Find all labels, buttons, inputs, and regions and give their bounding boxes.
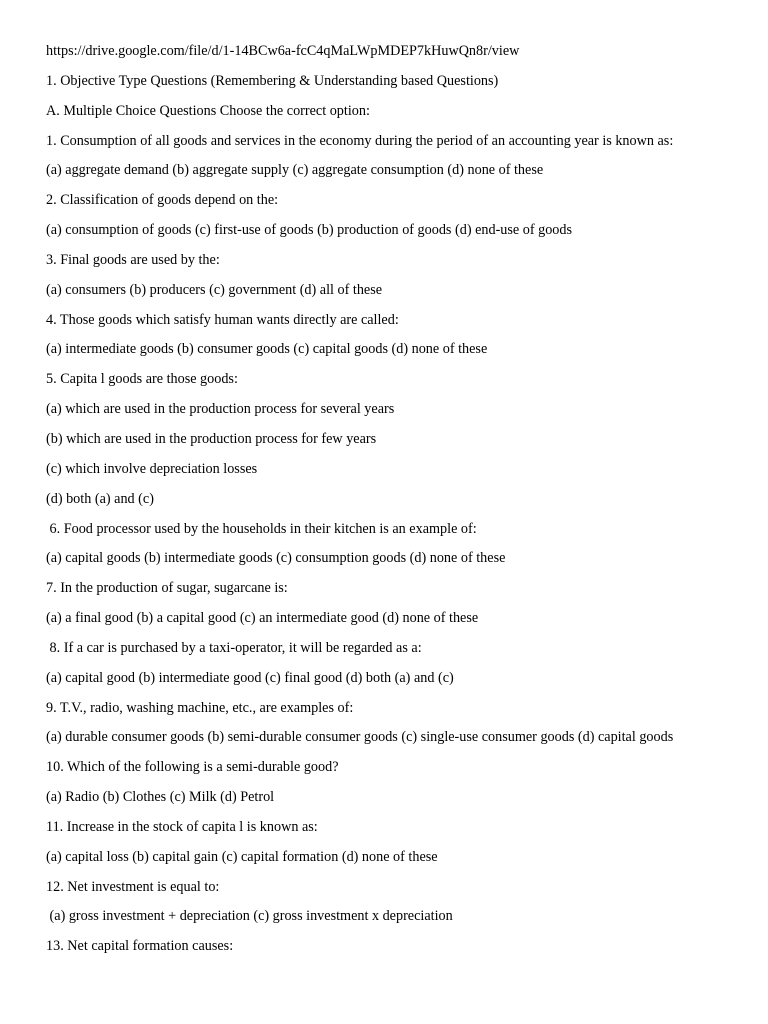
- question-10: 10. Which of the following is a semi-durable good?: [46, 759, 339, 776]
- options-7: (a) a final good (b) a capital good (c) an intermediate good (d) none of these: [46, 610, 479, 627]
- section-heading: 1. Objective Type Questions (Remembering & Understanding based Questions): [46, 72, 499, 89]
- options-9: (a) durable consumer goods (b) semi-durable consumer goods (c) single-use consumer goods (d) capital goods: [46, 729, 674, 746]
- question-12: 12. Net investment is equal to:: [46, 878, 220, 895]
- option-5b: (b) which are used in the production process for few years: [46, 430, 377, 447]
- question-3: 3. Final goods are used by the:: [46, 251, 220, 268]
- question-11: 11. Increase in the stock of capita l is known as:: [46, 818, 318, 835]
- question-7: 7. In the production of sugar, sugarcane is:: [46, 580, 288, 597]
- subsection-heading: A. Multiple Choice Questions Choose the correct option:: [46, 102, 370, 119]
- question-1: 1. Consumption of all goods and services in the economy during the period of an accounting year is known as:: [46, 132, 674, 149]
- question-2: 2. Classification of goods depend on the:: [46, 192, 279, 209]
- options-3: (a) consumers (b) producers (c) government (d) all of these: [46, 281, 383, 298]
- options-10: (a) Radio (b) Clothes (c) Milk (d) Petrol: [46, 789, 275, 806]
- document-page: [46, 41, 746, 966]
- question-4: 4. Those goods which satisfy human wants directly are called:: [46, 311, 399, 328]
- option-5a: (a) which are used in the production process for several years: [46, 401, 395, 418]
- options-6: (a) capital goods (b) intermediate goods (c) consumption goods (d) none of these: [46, 550, 506, 567]
- source-url: https://drive.google.com/file/d/1-14BCw6a-fcC4qMaLWpMDEP7kHuwQn8r/view: [46, 43, 520, 59]
- options-8: (a) capital good (b) intermediate good (c) final good (d) both (a) and (c): [46, 669, 454, 686]
- options-11: (a) capital loss (b) capital gain (c) capital formation (d) none of these: [46, 848, 438, 865]
- options-1: (a) aggregate demand (b) aggregate supply (c) aggregate consumption (d) none of these: [46, 162, 544, 179]
- question-13: 13. Net capital formation causes:: [46, 938, 234, 955]
- option-5d: (d) both (a) and (c): [46, 490, 154, 507]
- options-12: (a) gross investment + depreciation (c) gross investment x depreciation: [46, 908, 453, 925]
- question-8: 8. If a car is purchased by a taxi-operator, it will be regarded as a:: [46, 639, 422, 656]
- options-4: (a) intermediate goods (b) consumer goods (c) capital goods (d) none of these: [46, 341, 488, 358]
- question-6: 6. Food processor used by the households in their kitchen is an example of:: [46, 520, 477, 537]
- option-5c: (c) which involve depreciation losses: [46, 460, 258, 477]
- options-2: (a) consumption of goods (c) first-use of goods (b) production of goods (d) end-use of goods: [46, 222, 573, 239]
- question-9: 9. T.V., radio, washing machine, etc., are examples of:: [46, 699, 354, 716]
- question-5: 5. Capita l goods are those goods:: [46, 371, 238, 388]
